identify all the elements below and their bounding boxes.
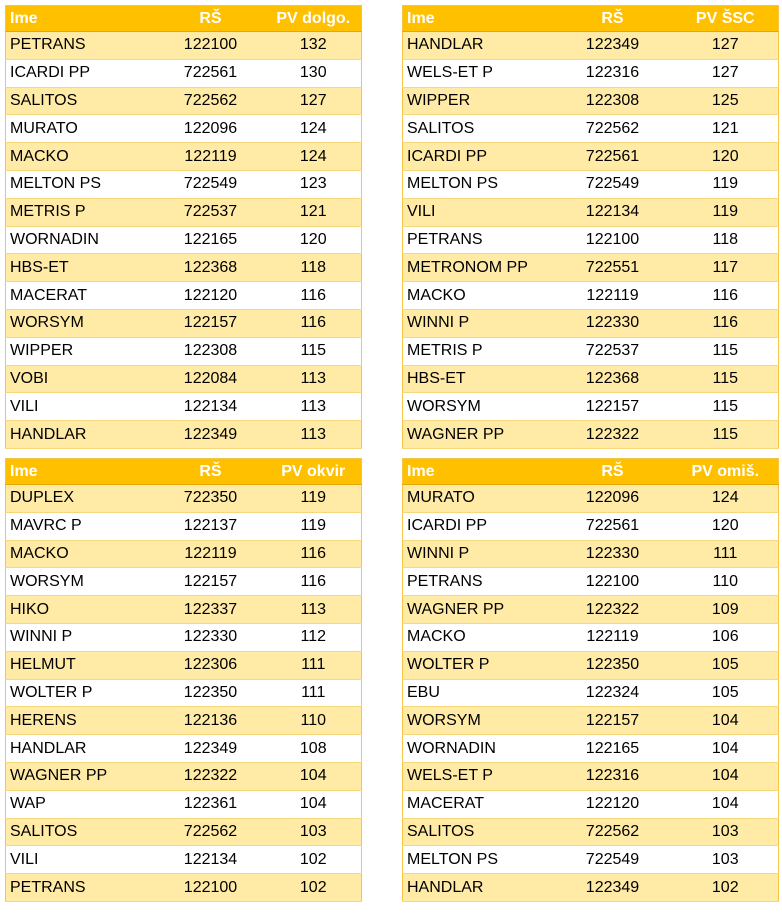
cell-rs: 122316 (553, 59, 673, 87)
cell-pv: 121 (266, 198, 362, 226)
cell-name: WINNI P (403, 309, 553, 337)
cell-pv: 117 (673, 254, 779, 282)
cell-name: SALITOS (403, 818, 553, 846)
cell-pv: 104 (673, 707, 779, 735)
cell-pv: 102 (266, 874, 362, 902)
column-header-pv: PV ŠSC (673, 6, 779, 32)
cell-rs: 122324 (553, 679, 673, 707)
cell-name: HELMUT (6, 651, 156, 679)
cell-rs: 122349 (156, 735, 266, 763)
cell-rs: 122157 (553, 393, 673, 421)
cell-pv: 123 (266, 170, 362, 198)
column-header-name: Ime (403, 459, 553, 485)
table-header-row (6, 459, 362, 485)
cell-name: HANDLAR (6, 421, 156, 449)
cell-rs: 122100 (156, 32, 266, 60)
table-row (403, 679, 779, 707)
table-row (403, 540, 779, 568)
ranking-table-pv-ssc (402, 5, 779, 449)
cell-name: MACERAT (6, 282, 156, 310)
column-header-name: Ime (6, 459, 156, 485)
cell-name: VILI (403, 198, 553, 226)
cell-rs: 122084 (156, 365, 266, 393)
cell-pv: 103 (673, 846, 779, 874)
cell-pv: 118 (266, 254, 362, 282)
cell-rs: 122137 (156, 512, 266, 540)
table-row (6, 254, 362, 282)
table-row (6, 226, 362, 254)
cell-name: PETRANS (6, 874, 156, 902)
cell-rs: 122368 (553, 365, 673, 393)
cell-name: MACKO (403, 623, 553, 651)
cell-pv: 127 (673, 32, 779, 60)
cell-name: HANDLAR (403, 874, 553, 902)
cell-pv: 111 (673, 540, 779, 568)
table-row (403, 762, 779, 790)
table-row (403, 485, 779, 513)
cell-pv: 116 (266, 282, 362, 310)
cell-pv: 104 (673, 790, 779, 818)
table-row (403, 115, 779, 143)
cell-rs: 722537 (156, 198, 266, 226)
cell-rs: 722350 (156, 485, 266, 513)
cell-pv: 105 (673, 651, 779, 679)
table-row (6, 393, 362, 421)
table-header-row (6, 6, 362, 32)
table-row (6, 790, 362, 818)
cell-pv: 124 (266, 143, 362, 171)
cell-name: HANDLAR (6, 735, 156, 763)
cell-rs: 122322 (156, 762, 266, 790)
cell-name: HIKO (6, 596, 156, 624)
cell-rs: 122100 (553, 568, 673, 596)
cell-pv: 116 (266, 540, 362, 568)
column-header-pv: PV omiš. (673, 459, 779, 485)
cell-pv: 119 (673, 170, 779, 198)
table-row (403, 198, 779, 226)
cell-name: METRONOM PP (403, 254, 553, 282)
cell-name: WELS-ET P (403, 59, 553, 87)
table-row (6, 170, 362, 198)
cell-rs: 122330 (156, 623, 266, 651)
cell-pv: 127 (266, 87, 362, 115)
cell-name: MELTON PS (403, 170, 553, 198)
table-row (6, 707, 362, 735)
cell-pv: 121 (673, 115, 779, 143)
table-row (403, 337, 779, 365)
cell-name: PETRANS (403, 226, 553, 254)
cell-name: WAGNER PP (403, 596, 553, 624)
cell-rs: 122350 (156, 679, 266, 707)
cell-pv: 111 (266, 651, 362, 679)
ranking-table-pv-omis (402, 458, 779, 902)
cell-pv: 113 (266, 365, 362, 393)
cell-pv: 115 (673, 337, 779, 365)
table-row (403, 32, 779, 60)
cell-name: SALITOS (403, 115, 553, 143)
cell-rs: 722562 (156, 87, 266, 115)
cell-name: MELTON PS (6, 170, 156, 198)
cell-pv: 115 (673, 365, 779, 393)
ranking-table-pv-dolgo (5, 5, 362, 449)
table-row (6, 568, 362, 596)
table-row (6, 735, 362, 763)
cell-rs: 722561 (553, 143, 673, 171)
cell-rs: 122337 (156, 596, 266, 624)
cell-rs: 122157 (553, 707, 673, 735)
cell-rs: 122119 (156, 540, 266, 568)
cell-pv: 110 (673, 568, 779, 596)
table-header-row (403, 459, 779, 485)
column-header-rs: RŠ (156, 6, 266, 32)
table-row (403, 846, 779, 874)
table-row (6, 309, 362, 337)
cell-name: WORNADIN (403, 735, 553, 763)
cell-pv: 130 (266, 59, 362, 87)
cell-rs: 122350 (553, 651, 673, 679)
table-row (6, 874, 362, 902)
table-row (6, 337, 362, 365)
cell-rs: 122349 (553, 32, 673, 60)
cell-pv: 120 (266, 226, 362, 254)
cell-pv: 132 (266, 32, 362, 60)
cell-pv: 104 (673, 735, 779, 763)
cell-rs: 122330 (553, 309, 673, 337)
table-row (6, 198, 362, 226)
cell-rs: 122119 (156, 143, 266, 171)
column-header-rs: RŠ (156, 459, 266, 485)
cell-name: METRIS P (403, 337, 553, 365)
cell-name: MURATO (6, 115, 156, 143)
cell-name: WORSYM (6, 568, 156, 596)
cell-pv: 102 (673, 874, 779, 902)
cell-name: SALITOS (6, 87, 156, 115)
column-header-pv: PV dolgo. (266, 6, 362, 32)
cell-name: METRIS P (6, 198, 156, 226)
cell-rs: 122100 (553, 226, 673, 254)
cell-name: WOLTER P (6, 679, 156, 707)
cell-pv: 124 (266, 115, 362, 143)
cell-pv: 113 (266, 393, 362, 421)
cell-rs: 122308 (156, 337, 266, 365)
cell-pv: 116 (266, 309, 362, 337)
cell-name: DUPLEX (6, 485, 156, 513)
cell-name: HANDLAR (403, 32, 553, 60)
cell-pv: 104 (266, 762, 362, 790)
table-row (403, 170, 779, 198)
cell-pv: 113 (266, 421, 362, 449)
cell-pv: 127 (673, 59, 779, 87)
table-row (403, 282, 779, 310)
cell-pv: 119 (266, 512, 362, 540)
cell-pv: 125 (673, 87, 779, 115)
cell-rs: 122316 (553, 762, 673, 790)
cell-pv: 103 (673, 818, 779, 846)
table-row (6, 365, 362, 393)
cell-rs: 122322 (553, 596, 673, 624)
cell-name: VILI (6, 393, 156, 421)
cell-name: PETRANS (6, 32, 156, 60)
cell-pv: 113 (266, 596, 362, 624)
cell-pv: 112 (266, 623, 362, 651)
cell-rs: 722562 (553, 115, 673, 143)
cell-name: WORSYM (6, 309, 156, 337)
cell-name: VOBI (6, 365, 156, 393)
column-header-rs: RŠ (553, 6, 673, 32)
table-row (403, 59, 779, 87)
cell-name: PETRANS (403, 568, 553, 596)
cell-rs: 122308 (553, 87, 673, 115)
table-row (403, 651, 779, 679)
cell-name: WORNADIN (6, 226, 156, 254)
column-header-name: Ime (403, 6, 553, 32)
cell-pv: 108 (266, 735, 362, 763)
cell-rs: 122165 (553, 735, 673, 763)
table-row (6, 512, 362, 540)
cell-name: HERENS (6, 707, 156, 735)
cell-pv: 116 (266, 568, 362, 596)
cell-rs: 722549 (156, 170, 266, 198)
cell-name: WAP (6, 790, 156, 818)
cell-name: MELTON PS (403, 846, 553, 874)
cell-rs: 722551 (553, 254, 673, 282)
cell-name: MACKO (6, 143, 156, 171)
cell-rs: 122096 (553, 485, 673, 513)
table-row (403, 735, 779, 763)
cell-rs: 122119 (553, 282, 673, 310)
cell-rs: 122361 (156, 790, 266, 818)
cell-pv: 109 (673, 596, 779, 624)
cell-pv: 103 (266, 818, 362, 846)
cell-name: WORSYM (403, 707, 553, 735)
cell-rs: 722537 (553, 337, 673, 365)
cell-pv: 115 (266, 337, 362, 365)
cell-name: WAGNER PP (6, 762, 156, 790)
cell-pv: 111 (266, 679, 362, 707)
table-row (6, 540, 362, 568)
cell-name: MACKO (6, 540, 156, 568)
cell-pv: 116 (673, 309, 779, 337)
column-header-pv: PV okvir (266, 459, 362, 485)
cell-name: MACKO (403, 282, 553, 310)
table-header-row (403, 6, 779, 32)
cell-name: EBU (403, 679, 553, 707)
cell-pv: 120 (673, 512, 779, 540)
cell-rs: 122136 (156, 707, 266, 735)
table-row (6, 485, 362, 513)
cell-name: ICARDI PP (403, 143, 553, 171)
table-row (403, 874, 779, 902)
cell-name: WINNI P (403, 540, 553, 568)
cell-name: WOLTER P (403, 651, 553, 679)
table-row (6, 59, 362, 87)
cell-rs: 722549 (553, 170, 673, 198)
table-row (403, 226, 779, 254)
cell-name: ICARDI PP (403, 512, 553, 540)
cell-name: MACERAT (403, 790, 553, 818)
table-row (6, 762, 362, 790)
cell-name: WIPPER (403, 87, 553, 115)
table-row (6, 143, 362, 171)
table-row (6, 596, 362, 624)
cell-name: MAVRC P (6, 512, 156, 540)
cell-pv: 124 (673, 485, 779, 513)
cell-rs: 122306 (156, 651, 266, 679)
cell-rs: 122134 (156, 846, 266, 874)
table-row (403, 512, 779, 540)
cell-rs: 122322 (553, 421, 673, 449)
table-row (6, 623, 362, 651)
cell-rs: 722562 (156, 818, 266, 846)
cell-rs: 122157 (156, 309, 266, 337)
cell-rs: 122134 (553, 198, 673, 226)
cell-pv: 104 (673, 762, 779, 790)
cell-pv: 115 (673, 393, 779, 421)
cell-name: WAGNER PP (403, 421, 553, 449)
cell-name: SALITOS (6, 818, 156, 846)
cell-rs: 722562 (553, 818, 673, 846)
cell-name: HBS-ET (403, 365, 553, 393)
cell-pv: 115 (673, 421, 779, 449)
cell-rs: 122100 (156, 874, 266, 902)
table-row (403, 623, 779, 651)
cell-pv: 116 (673, 282, 779, 310)
cell-rs: 122134 (156, 393, 266, 421)
table-row (6, 818, 362, 846)
cell-rs: 122119 (553, 623, 673, 651)
cell-name: WIPPER (6, 337, 156, 365)
table-row (6, 651, 362, 679)
cell-name: WORSYM (403, 393, 553, 421)
cell-rs: 122120 (156, 282, 266, 310)
table-row (403, 568, 779, 596)
cell-rs: 722561 (553, 512, 673, 540)
table-row (403, 421, 779, 449)
cell-name: VILI (6, 846, 156, 874)
cell-rs: 122330 (553, 540, 673, 568)
table-row (6, 846, 362, 874)
table-row (6, 679, 362, 707)
cell-rs: 122368 (156, 254, 266, 282)
table-row (6, 32, 362, 60)
table-row (403, 707, 779, 735)
cell-rs: 722561 (156, 59, 266, 87)
column-header-name: Ime (6, 6, 156, 32)
cell-rs: 122349 (553, 874, 673, 902)
cell-rs: 122120 (553, 790, 673, 818)
table-row (6, 87, 362, 115)
table-row (403, 393, 779, 421)
table-row (403, 818, 779, 846)
cell-pv: 120 (673, 143, 779, 171)
cell-rs: 122349 (156, 421, 266, 449)
table-row (403, 365, 779, 393)
table-row (6, 115, 362, 143)
table-row (6, 282, 362, 310)
cell-rs: 722549 (553, 846, 673, 874)
cell-pv: 104 (266, 790, 362, 818)
ranking-table-pv-okvir (5, 458, 362, 902)
cell-name: WINNI P (6, 623, 156, 651)
column-header-rs: RŠ (553, 459, 673, 485)
cell-name: HBS-ET (6, 254, 156, 282)
cell-rs: 122157 (156, 568, 266, 596)
table-row (403, 309, 779, 337)
cell-name: WELS-ET P (403, 762, 553, 790)
cell-name: MURATO (403, 485, 553, 513)
table-row (403, 254, 779, 282)
cell-name: ICARDI PP (6, 59, 156, 87)
cell-pv: 105 (673, 679, 779, 707)
cell-pv: 110 (266, 707, 362, 735)
cell-pv: 118 (673, 226, 779, 254)
cell-pv: 106 (673, 623, 779, 651)
table-row (403, 596, 779, 624)
cell-rs: 122165 (156, 226, 266, 254)
table-row (6, 421, 362, 449)
cell-pv: 102 (266, 846, 362, 874)
table-row (403, 143, 779, 171)
cell-rs: 122096 (156, 115, 266, 143)
table-row (403, 790, 779, 818)
cell-pv: 119 (673, 198, 779, 226)
cell-pv: 119 (266, 485, 362, 513)
table-row (403, 87, 779, 115)
